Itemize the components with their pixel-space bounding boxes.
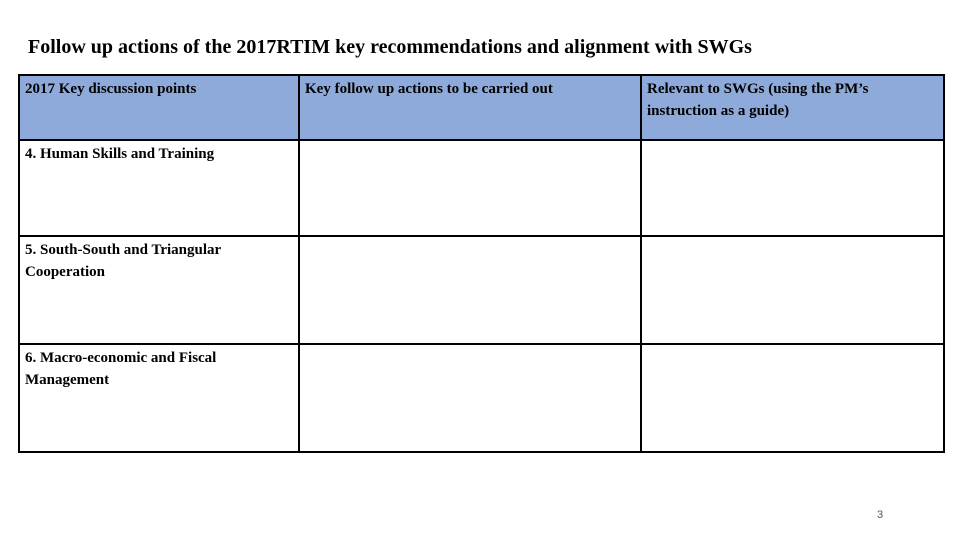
follow-up-action-cell[interactable]: [299, 236, 641, 344]
discussion-point-cell: 4. Human Skills and Training: [19, 140, 299, 236]
discussion-point-cell: 6. Macro-economic and Fiscal Management: [19, 344, 299, 452]
header-follow-up-actions: Key follow up actions to be carried out: [299, 75, 641, 140]
relevant-swg-cell[interactable]: [641, 344, 944, 452]
follow-up-action-cell[interactable]: [299, 140, 641, 236]
follow-up-table: [18, 74, 945, 453]
relevant-swg-cell[interactable]: [641, 236, 944, 344]
header-key-discussion-points: 2017 Key discussion points: [19, 75, 299, 140]
table-row: [19, 236, 944, 344]
discussion-point-cell: 5. South-South and Triangular Cooperation: [19, 236, 299, 344]
slide-title: Follow up actions of the 2017RTIM key recommendations and alignment with SWGs: [28, 36, 752, 58]
table-row: [19, 344, 944, 452]
page-number: 3: [877, 509, 884, 521]
relevant-swg-cell[interactable]: [641, 140, 944, 236]
table-row: [19, 140, 944, 236]
table-header-row: [19, 75, 944, 140]
header-relevant-swgs: Relevant to SWGs (using the PM’s instruction as a guide): [641, 75, 944, 140]
follow-up-action-cell[interactable]: [299, 344, 641, 452]
